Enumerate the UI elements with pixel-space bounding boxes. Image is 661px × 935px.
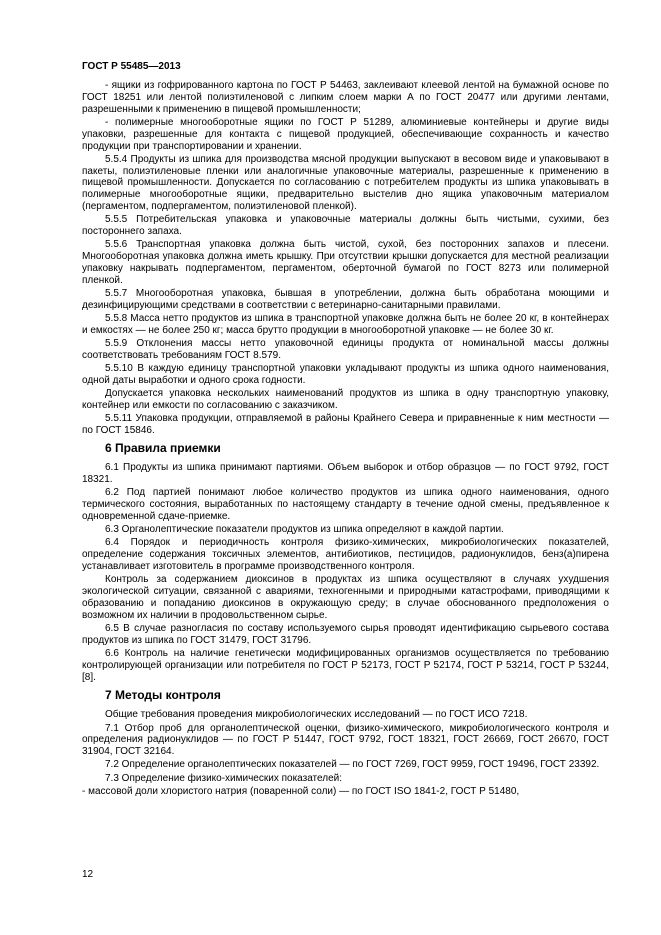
paragraph: 6.1 Продукты из шпика принимают партиями. Объем выборок и отбор образцов — по ГОСТ 9792, ГОСТ 18321. <box>82 462 609 486</box>
paragraph: 6.4 Порядок и периодичность контроля физико-химических, микробиологических показателей, определение содержания токсичных элементов, антибиотиков, пестицидов, радионуклидов, бенз(а)пирена устанавливает изготовитель в программе производственного контроля. <box>82 537 609 573</box>
document-body <box>82 80 609 799</box>
paragraph: 7.2 Определение органолептических показателей — по ГОСТ 7269, ГОСТ 9959, ГОСТ 19496, ГОСТ 23392. <box>105 759 600 771</box>
paragraph: 5.5.9 Отклонения массы нетто упаковочной единицы продукта от номинальной массы должны соответствовать требованиям ГОСТ 8.579. <box>82 337 609 361</box>
paragraph: 5.5.5 Потребительская упаковка и упаковочные материалы должны быть чистыми, сухими, без постороннего запаха. <box>82 214 609 238</box>
paragraph: 5.5.6 Транспортная упаковка должна быть чистой, сухой, без посторонних запахов и плесени. Многооборотная упаковка должна иметь крышку. При отсутствии крышки допускается для местной реализации упаковку накрывать подпергаментом, пергаментом, оберточной бумагой по ГОСТ 8273 или полимерной пленкой. <box>82 239 609 286</box>
paragraph: 5.5.10 В каждую единицу транспортной упаковки укладывают продукты из шпика одного наименования, одной даты выработки и одного срока годности. <box>82 362 609 386</box>
paragraph: - массовой доли хлористого натрия (поваренной соли) — по ГОСТ ISO 1841-2, ГОСТ Р 51480, <box>82 785 520 797</box>
paragraph: 6.5 В случае разногласия по составу используемого сырья проводят идентификацию сырьевого состава продуктов из шпика по ГОСТ 31479, ГОСТ 31796. <box>82 622 609 646</box>
section-heading: 6 Правила приемки <box>105 441 221 456</box>
standard-designation: ГОСТ Р 55485—2013 <box>82 61 181 72</box>
paragraph: Допускается упаковка нескольких наименований продуктов из шпика в одну транспортную упаковку, контейнер или емкости по согласованию с заказчиком. <box>82 387 609 411</box>
paragraph: 6.3 Органолептические показатели продуктов из шпика определяют в каждой партии. <box>105 524 504 536</box>
paragraph: Контроль за содержанием диоксинов в продуктах из шпика осуществляют в случаях ухудшения экологической ситуации, связанной с авариями, техногенными и природными катастрофами, приводящими к образованию и попаданию диоксинов в окружающую среду; в случае обоснованного предположения о возможном их наличии в продовольственном сырье. <box>82 574 609 621</box>
paragraph: 6.2 Под партией понимают любое количество продуктов из шпика одного наименования, одного термического состояния, выработанных по настоящему стандарту в течение одной смены, предъявленное к одновременной сдаче-приемке. <box>82 487 609 523</box>
paragraph: 5.5.8 Масса нетто продуктов из шпика в транспортной упаковке должна быть не более 20 кг, в контейнерах и емкостях — не более 250 кг; масса брутто продукции в многооборотной упаковке — не более 30 кг. <box>82 312 609 336</box>
paragraph: 5.5.7 Многооборотная упаковка, бывшая в употреблении, должна быть обработана моющими и дезинфицирующими средствами в соответствии с ветеринарно-санитарными правилами. <box>82 287 609 311</box>
section-heading: 7 Методы контроля <box>105 688 221 703</box>
paragraph: 5.5.4 Продукты из шпика для производства мясной продукции выпускают в весовом виде и упаковывают в пакеты, полиэтиленовые пленки или аналогичные упаковочные материалы, разрешенные к применению в пищевой промышленности. Допускается по согласованию с потребителем продукты из шпика упаковывать в полимерные многооборотные ящики, предварительно выстелив дно ящика упаковочным материалом (пергаментом, подпергаментом, полиэтиленовой пленкой). <box>82 153 609 213</box>
paragraph: 6.6 Контроль на наличие генетически модифицированных организмов осуществляется по требованию контролирующей организации или потребителя по ГОСТ Р 52173, ГОСТ Р 52174, ГОСТ Р 53214, ГОСТ Р 53244, [8]. <box>82 647 609 683</box>
paragraph: - ящики из гофрированного картона по ГОСТ Р 54463, заклеивают клеевой лентой на бумажной основе по ГОСТ 18251 или лентой полиэтиленовой с липким слоем марки А по ГОСТ 20477 или другими лентами, разрешенными к применению в пищевой промышленности; <box>82 80 609 115</box>
paragraph: 7.3 Определение физико-химических показателей: <box>105 772 343 784</box>
paragraph: Общие требования проведения микробиологических исследований — по ГОСТ ИСО 7218. <box>105 709 528 721</box>
page-number: 12 <box>82 869 94 880</box>
paragraph: 5.5.11 Упаковка продукции, отправляемой в районы Крайнего Севера и приравненные к ним местности — по ГОСТ 15846. <box>82 412 609 436</box>
paragraph: 7.1 Отбор проб для органолептической оценки, физико-химического, микробиологического контроля и определения радионуклидов — по ГОСТ Р 51447, ГОСТ 9792, ГОСТ 18321, ГОСТ 26669, ГОСТ 26670, ГОСТ 31904, ГОСТ 32164. <box>82 722 609 758</box>
paragraph: - полимерные многооборотные ящики по ГОСТ Р 51289, алюминиевые контейнеры и другие виды упаковки, разрешенные для контакта с пищевой продукцией, обеспечивающие сохранность и качество продукции при транспортировании и хранении. <box>82 116 609 152</box>
